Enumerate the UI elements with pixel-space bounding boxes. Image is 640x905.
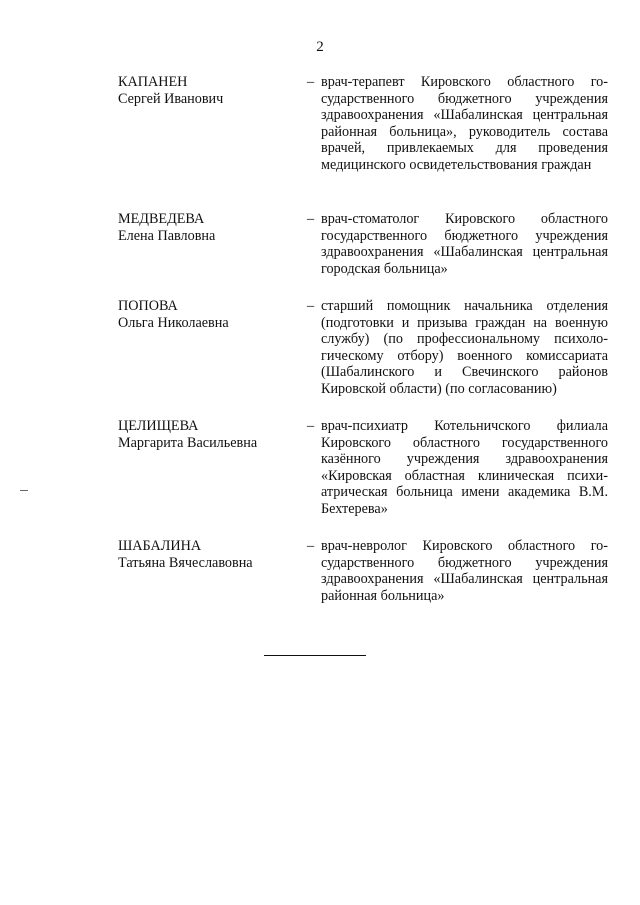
entry-dash: – xyxy=(307,418,315,434)
member-given-names: Сергей Иванович xyxy=(118,90,224,107)
member-given-names: Елена Павловна xyxy=(118,227,216,244)
member-name xyxy=(118,418,298,451)
member-description: врач-стоматолог Кировского областного государственного бюджетного учреждения здравоохранения «Шабалинская центральная городская больница» xyxy=(321,211,608,277)
member-description: врач-невролог Кировского областного государственного бюджетного учреждения здравоохранения «Шабалинская центральная районная больница» xyxy=(321,538,608,604)
entry-dash: – xyxy=(307,74,315,90)
entry-dash: – xyxy=(307,538,315,554)
member-name xyxy=(118,538,298,571)
member-description: врач-терапевт Кировского областного государственного бюджетного учреждения здравоохранения «Шабалинская центральная районная больница», руководитель состава врачей, привлекаемых для проведения медицинского освидетельствования граждан xyxy=(321,74,608,173)
member-surname: МЕДВЕДЕВА xyxy=(118,211,205,227)
member-given-names: Татьяна Вячеславовна xyxy=(118,554,253,571)
member-description: врач-психиатр Котельничского филиала Кировского областного государственного казённого учреждения здравоохранения «Кировская областная клиническая психиатрическая больница имени академика В.М. Бехтерева» xyxy=(321,418,608,517)
member-surname: КАПАНЕН xyxy=(118,74,188,90)
member-given-names: Маргарита Васильевна xyxy=(118,434,258,451)
member-surname: ПОПОВА xyxy=(118,298,178,314)
member-given-names: Ольга Николаевна xyxy=(118,314,229,331)
member-name xyxy=(118,74,298,107)
member-name xyxy=(118,298,298,331)
margin-mark xyxy=(20,490,28,491)
member-surname: ЦЕЛИЩЕВА xyxy=(118,418,199,434)
member-description: старший помощник начальника отделения (подготовки и призыва граждан на военную службу) (по профессиональному психологическому отбору) военного комиссариата (Шабалинского и Свечинского районов Кировской области) (по согласованию) xyxy=(321,298,608,397)
entry-dash: – xyxy=(307,298,315,314)
member-name xyxy=(118,211,298,244)
member-surname: ШАБАЛИНА xyxy=(118,538,202,554)
closing-line xyxy=(264,655,366,656)
entry-dash: – xyxy=(307,211,315,227)
page-number: 2 xyxy=(316,39,324,55)
